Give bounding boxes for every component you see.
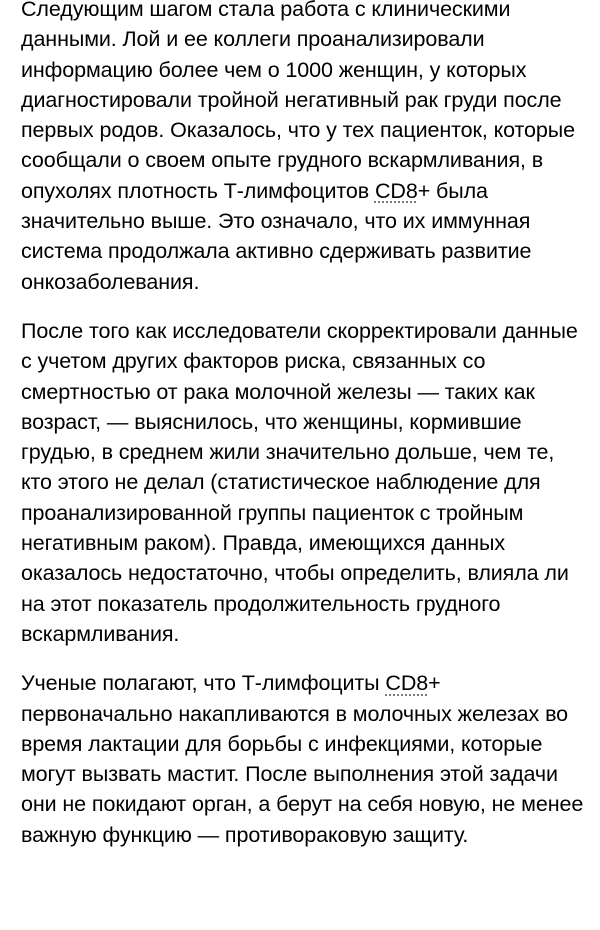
cd8-term-link[interactable]: CD8 — [374, 178, 418, 203]
paragraph-survival: После того как исследователи скорректировали данные с учетом других факторов риска, связанных со смертностью от рака молочной железы — таких как возраст, — выяснилось, что женщины, кормившие грудью, в среднем жили значительно дольше, чем те, кто этого не делал (статистическое наблюдение для проанализированной группы пациенток с тройным негативным раком). Правда, имеющихся данных оказалось недостаточно, чтобы определить, влияла ли на этот показатель продолжительность грудного вскармливания. — [21, 318, 578, 646]
paragraph-clinical-data — [21, 0, 588, 297]
paragraph-text: + первоначально накапливаются в молочных железах во время лактации для борьбы с инфекциями, которые могут вызвать мастит. После выполнения этой задачи они не покидают орган, а берут на себя новую, не менее важную функцию — противораковую защиту. — [21, 671, 584, 847]
cd8-term-link[interactable]: CD8 — [385, 671, 429, 696]
paragraph-text: + была значительно выше. Это означало, что их иммунная система продолжала активно сдерживать развитие онкозаболевания. — [21, 178, 532, 294]
paragraph-text: Следующим шагом стала работа с клиническими данными. Лой и ее коллеги проанализировали информацию более чем о 1000 женщин, у которых диагностировали тройной негативный рак груди после первых родов. Оказалось, что у тех пациенток, которые сообщали о своем опыте грудного вскармливания, в опухолях плотность Т-лимфоцитов — [21, 0, 575, 203]
paragraph-hypothesis — [21, 668, 588, 850]
paragraph-text: Ученые полагают, что Т-лимфоциты — [21, 671, 386, 696]
